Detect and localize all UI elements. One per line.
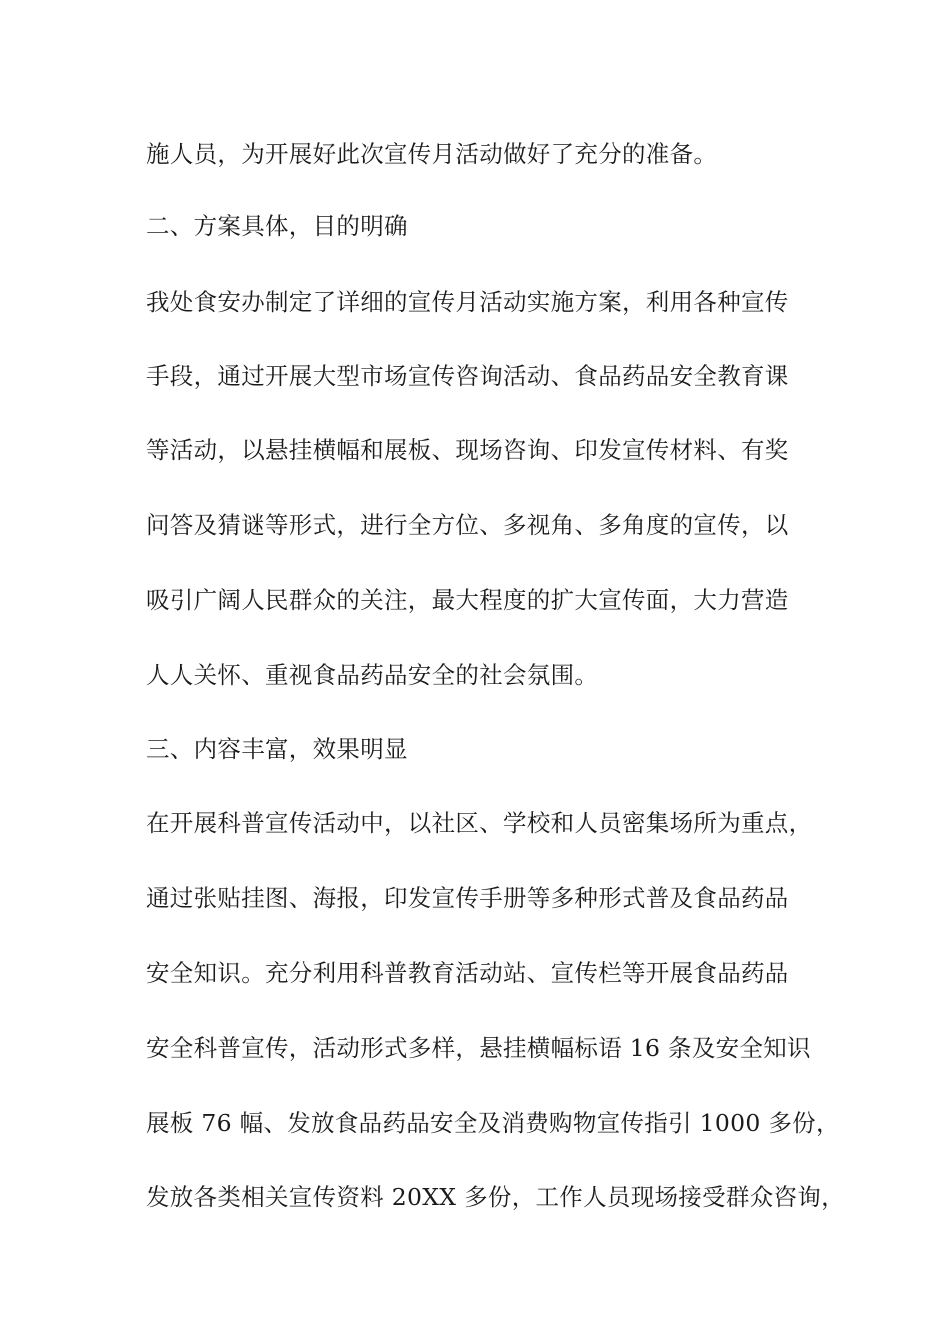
paragraph-line: 展板 76 幅、发放食品药品安全及消费购物宣传指引 1000 多份， [146, 1109, 840, 1137]
section-heading: 二、方案具体，目的明确 [146, 212, 408, 240]
paragraph-line: 通过张贴挂图、海报，印发宣传手册等多种形式普及食品药品 [146, 884, 789, 912]
paragraph-line: 等活动，以悬挂横幅和展板、现场咨询、印发宣传材料、有奖 [146, 436, 789, 464]
paragraph-line: 发放各类相关宣传资料 20XX 多份，工作人员现场接受群众咨询， [146, 1183, 845, 1211]
section-heading: 三、内容丰富，效果明显 [146, 735, 408, 763]
paragraph-line: 在开展科普宣传活动中，以社区、学校和人员密集场所为重点， [146, 809, 813, 837]
paragraph-line: 人人关怀、重视食品药品安全的社会氛围。 [146, 661, 599, 689]
paragraph-line: 施人员，为开展好此次宣传月活动做好了充分的准备。 [146, 140, 718, 168]
paragraph-line: 吸引广阔人民群众的关注，最大程度的扩大宣传面，大力营造 [146, 586, 789, 614]
paragraph-line: 安全科普宣传，活动形式多样，悬挂横幅标语 16 条及安全知识 [146, 1034, 811, 1062]
paragraph-line: 问答及猜谜等形式，进行全方位、多视角、多角度的宣传，以 [146, 511, 789, 539]
paragraph-line: 手段，通过开展大型市场宣传咨询活动、食品药品安全教育课 [146, 362, 789, 390]
paragraph-line: 我处食安办制定了详细的宣传月活动实施方案，利用各种宣传 [146, 288, 789, 316]
paragraph-line: 安全知识。充分利用科普教育活动站、宣传栏等开展食品药品 [146, 959, 789, 987]
